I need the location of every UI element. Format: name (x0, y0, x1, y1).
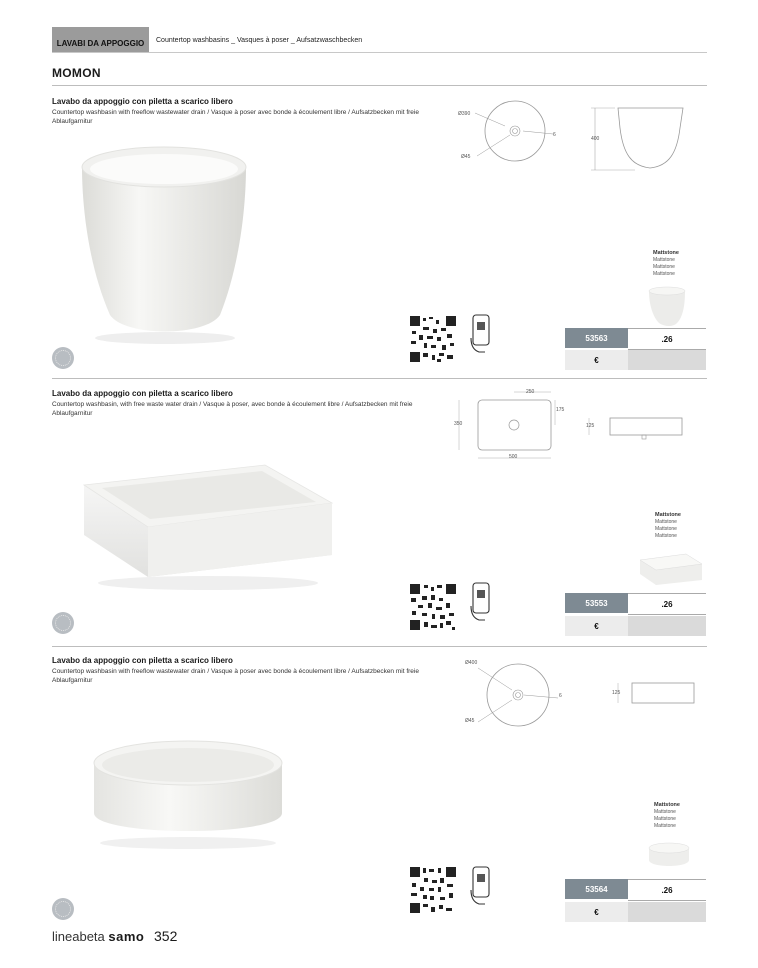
product-description: Countertop washbasin with freeflow wastewater drain / Vasque à poser avec bonde à écoulement libre / Aufsatzbecken mit freie Ablaufgarnitur (52, 109, 419, 125)
price-currency: € (565, 350, 628, 370)
section-divider (52, 85, 707, 86)
product-code-suffix: .26 (628, 593, 706, 615)
dim-label: 6 (553, 132, 556, 138)
header-divider (52, 52, 707, 53)
mobile-scan-icon (470, 314, 494, 354)
product-code: 53553 (565, 593, 628, 613)
finish-item: Mattstone (655, 533, 677, 539)
product-title: Lavabo da appoggio con piletta a scarico libero (52, 97, 233, 106)
finish-thumbnail (646, 840, 692, 870)
technical-drawing (455, 98, 705, 178)
finish-item: Mattstone (655, 519, 677, 525)
product-image-round-low-basin (88, 735, 288, 850)
product-title: Lavabo da appoggio con piletta a scarico libero (52, 656, 233, 665)
dim-label: 175 (556, 407, 565, 413)
product-image-rectangular-basin (80, 455, 335, 590)
dim-label: Ø45 (465, 718, 475, 724)
mobile-scan-icon (470, 582, 494, 622)
finish-item: Mattstone (653, 271, 675, 277)
section-divider (52, 378, 707, 379)
mobile-scan-icon (470, 866, 494, 906)
finish-list (655, 512, 681, 540)
dim-label: Ø45 (461, 154, 471, 160)
price-currency: € (565, 616, 628, 636)
section-divider (52, 646, 707, 647)
price-value (628, 902, 706, 922)
dim-label: 125 (586, 423, 595, 429)
technical-drawing (455, 388, 705, 463)
dim-label: Ø390 (458, 111, 471, 117)
finish-title: Mattstone (654, 802, 680, 808)
dim-label: 400 (591, 136, 600, 142)
finish-list (654, 802, 680, 830)
dim-label: 125 (612, 690, 621, 696)
finish-item: Mattstone (654, 809, 676, 815)
finish-item: Mattstone (655, 526, 677, 532)
material-badge-icon (52, 347, 74, 369)
finish-title: Mattstone (655, 512, 681, 518)
qr-code[interactable] (409, 866, 457, 914)
product-code-suffix: .26 (628, 328, 706, 350)
finish-item: Mattstone (654, 823, 676, 829)
price-value (628, 616, 706, 636)
brand-prefix: lineabeta (52, 929, 105, 944)
dim-label: 250 (526, 389, 535, 395)
series-title: MOMON (52, 66, 101, 80)
breadcrumb: Countertop washbasins _ Vasques à poser _ Aufsatzwaschbecken (156, 37, 363, 44)
product-code: 53564 (565, 879, 628, 899)
brand-logo: samo (108, 929, 145, 944)
price-value (628, 350, 706, 370)
dim-label: 6 (559, 693, 562, 699)
finish-item: Mattstone (653, 264, 675, 270)
product-description: Countertop washbasin, with free waste water drain / Vasque à poser, avec bonde à écoulement libre / Aufsatzbecken mit freie Ablaufgarnitur (52, 401, 413, 417)
product-description: Countertop washbasin with freeflow wastewater drain / Vasque à poser avec bonde à écoulement libre / Aufsatzbecken mit freie Ablaufgarnitur (52, 668, 419, 684)
finish-thumbnail (645, 285, 687, 327)
finish-list (653, 250, 679, 278)
finish-title: Mattstone (653, 250, 679, 256)
dim-label: 350 (454, 421, 463, 427)
material-badge-icon (52, 612, 74, 634)
qr-code[interactable] (409, 315, 457, 363)
product-code-suffix: .26 (628, 879, 706, 901)
product-title: Lavabo da appoggio con piletta a scarico libero (52, 389, 233, 398)
material-badge-icon (52, 898, 74, 920)
technical-drawing (460, 660, 705, 735)
product-image-round-tall-basin (70, 145, 260, 345)
finish-item: Mattstone (653, 257, 675, 263)
dim-label: Ø400 (465, 660, 478, 666)
product-code: 53563 (565, 328, 628, 348)
price-currency: € (565, 902, 628, 922)
dim-label: 500 (509, 454, 518, 460)
footer-brand (52, 928, 177, 944)
page-number: 352 (154, 928, 178, 944)
qr-code[interactable] (409, 583, 457, 631)
finish-thumbnail (638, 552, 704, 586)
finish-item: Mattstone (654, 816, 676, 822)
section-tab: LAVABI DA APPOGGIO (52, 27, 149, 52)
